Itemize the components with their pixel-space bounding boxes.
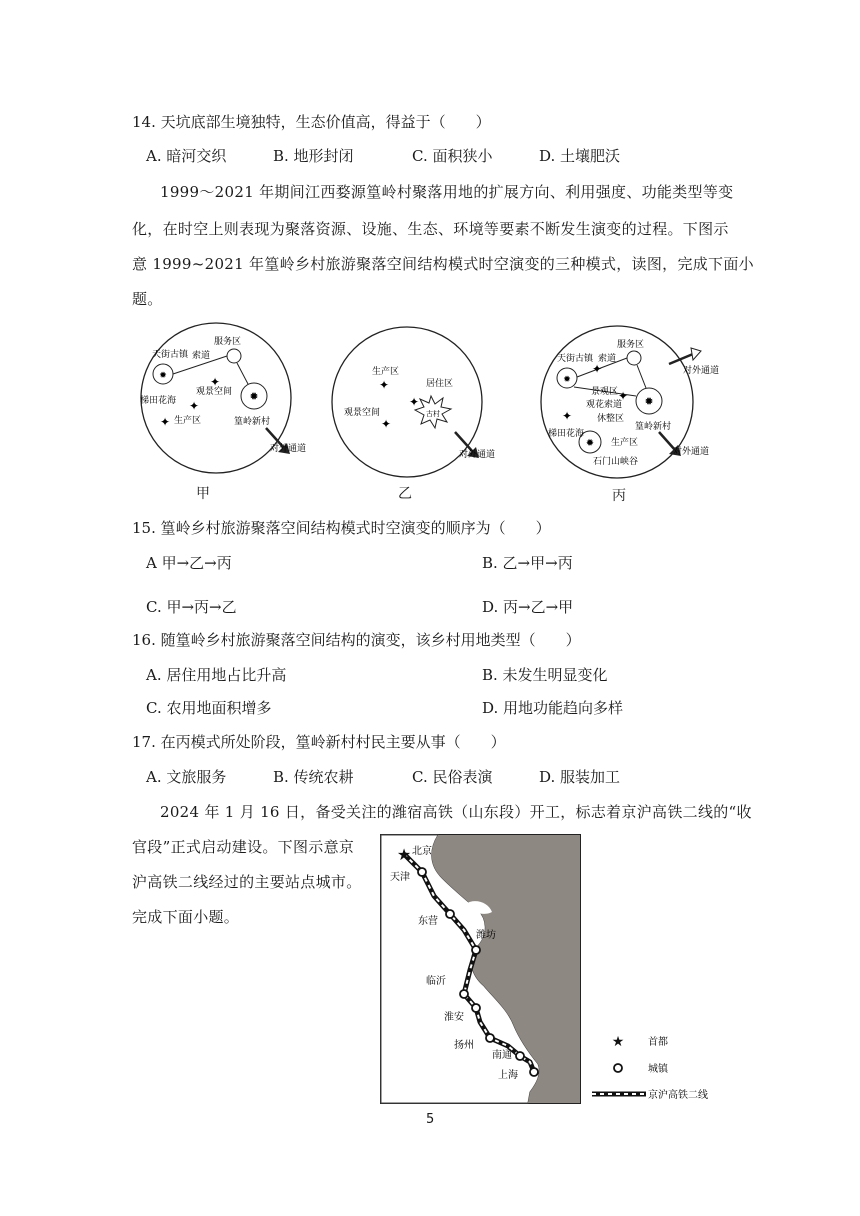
q16-stem: 16. 随篁岭乡村旅游聚落空间结构的演变，该乡村用地类型（ ） — [132, 631, 581, 649]
jia-label-terrace: 梯田花海 — [140, 396, 177, 406]
q15-stem: 15. 篁岭乡村旅游聚落空间结构模式时空演变的顺序为（ ） — [132, 519, 551, 537]
bing-label-landscape: 景观区 — [591, 387, 619, 397]
q16-option-c: C. 农用地面积增多 — [146, 699, 272, 717]
q14-option-c: C. 面积狭小 — [412, 147, 493, 165]
svg-text:✦: ✦ — [617, 389, 629, 403]
jia-label-production: 生产区 — [174, 416, 202, 426]
passage1-line-3: 意 1999~2021 年篁岭乡村旅游聚落空间结构模式时空演变的三种模式，读图，完成下面小 — [132, 255, 754, 273]
legend-town-label: 城镇 — [648, 1064, 668, 1075]
yi-label-old-village: 古村 — [426, 410, 440, 418]
q15-option-d: D. 丙→乙→甲 — [482, 598, 574, 616]
svg-text:✹: ✹ — [644, 395, 654, 408]
legend-town-icon — [614, 1064, 622, 1072]
svg-text:✦: ✦ — [209, 375, 221, 389]
passage2-line-4: 完成下面小题。 — [132, 908, 240, 926]
bing-label-cableway: 索道 — [598, 354, 617, 364]
jia-label-service: 服务区 — [214, 337, 242, 347]
page-number: 5 — [426, 1112, 435, 1127]
diagram-jia — [130, 320, 330, 490]
bing-label-exit-2: 对外通道 — [673, 447, 710, 457]
bing-label-flower-cableway: 观花索道 — [586, 400, 623, 410]
svg-text:✦: ✦ — [188, 399, 200, 413]
diagram-bing-caption: 丙 — [612, 488, 626, 504]
q17-option-a: A. 文旅服务 — [146, 768, 227, 786]
yi-label-viewing: 观景空间 — [344, 408, 381, 418]
passage2-line-1: 2024 年 1 月 16 日，备受关注的潍宿高铁（山东段）开工，标志着京沪高铁二线的“收 — [160, 803, 752, 821]
city-dongying: 东营 — [418, 916, 438, 927]
bing-label-canyon: 石门山峡谷 — [593, 457, 639, 467]
q16-option-d: D. 用地功能趋向多样 — [482, 699, 624, 717]
legend-railway-label: 京沪高铁二线 — [648, 1090, 708, 1101]
bing-label-rest: 休整区 — [597, 414, 625, 424]
svg-text:★: ★ — [396, 845, 412, 864]
svg-text:✹: ✹ — [159, 371, 167, 381]
yi-label-exit: 对外通道 — [459, 450, 496, 460]
city-shanghai: 上海 — [498, 1070, 518, 1081]
bing-label-production: 生产区 — [611, 438, 639, 448]
city-yangzhou: 扬州 — [454, 1040, 474, 1051]
svg-text:✦: ✦ — [561, 409, 573, 423]
q16-option-a: A. 居住用地占比升高 — [146, 666, 287, 684]
svg-text:✹: ✹ — [563, 375, 571, 385]
yi-label-production: 生产区 — [372, 367, 400, 377]
svg-text:✦: ✦ — [408, 395, 420, 409]
q17-option-c: C. 民俗表演 — [412, 768, 493, 786]
passage1-line-4: 题。 — [132, 290, 163, 308]
city-tianjin: 天津 — [390, 872, 410, 883]
railway-map — [380, 834, 730, 1106]
passage1-line-2: 化，在时空上则表现为聚落资源、设施、生态、环境等要素不断发生演变的过程。下图示 — [132, 220, 729, 238]
svg-text:✹: ✹ — [585, 438, 595, 449]
q16-option-b: B. 未发生明显变化 — [482, 666, 608, 684]
city-nantong: 南通 — [492, 1050, 512, 1061]
yi-label-residential: 居住区 — [426, 379, 454, 389]
diagram-bing — [535, 320, 735, 490]
legend-capital-icon: ★ — [611, 1034, 625, 1050]
jia-label-new-village: 篁岭新村 — [234, 417, 271, 427]
q14-option-d: D. 土壤肥沃 — [539, 147, 621, 165]
svg-text:✦: ✦ — [159, 415, 171, 429]
q17-option-d: D. 服装加工 — [539, 768, 621, 786]
diagram-jia-caption: 甲 — [196, 486, 210, 502]
bing-label-terrace: 梯田花海 — [548, 429, 585, 439]
svg-text:✦: ✦ — [591, 362, 603, 376]
bing-label-service: 服务区 — [617, 340, 645, 350]
jia-label-exit: 对外通道 — [270, 444, 307, 454]
bing-label-exit-1: 对外通道 — [683, 366, 720, 376]
city-beijing: 北京 — [412, 846, 432, 857]
svg-text:✹: ✹ — [249, 390, 259, 403]
city-linyi: 临沂 — [426, 976, 446, 987]
q14-option-b: B. 地形封闭 — [273, 147, 354, 165]
q15-option-b: B. 乙→甲→丙 — [482, 554, 573, 572]
passage1-line-1: 1999～2021 年期间江西婺源篁岭村聚落用地的扩展方向、利用强度、功能类型等变 — [160, 183, 734, 201]
jia-label-old-town: 天街古镇 — [152, 350, 189, 360]
bing-label-old-town: 天街古镇 — [557, 354, 594, 364]
svg-text:✦: ✦ — [378, 378, 390, 392]
q15-option-c: C. 甲→丙→乙 — [146, 598, 237, 616]
legend-capital-label: 首都 — [648, 1037, 668, 1048]
jia-label-cableway: 索道 — [192, 351, 211, 361]
jia-label-viewing: 观景空间 — [196, 387, 233, 397]
city-huaian: 淮安 — [444, 1012, 464, 1023]
q17-stem: 17. 在丙模式所处阶段，篁岭新村村民主要从事（ ） — [132, 733, 506, 751]
q14-stem: 14. 天坑底部生境独特，生态价值高，得益于（ ） — [132, 113, 491, 131]
q17-option-b: B. 传统农耕 — [273, 768, 354, 786]
passage2-line-2: 官段”正式启动建设。下图示意京 — [132, 838, 355, 856]
bing-label-new-village: 篁岭新村 — [635, 422, 672, 432]
diagram-yi-caption: 乙 — [398, 486, 412, 502]
svg-text:✦: ✦ — [380, 417, 392, 431]
city-weifang: 潍坊 — [476, 930, 496, 941]
q14-option-a: A. 暗河交织 — [146, 147, 227, 165]
q15-option-a: A 甲→乙→丙 — [146, 554, 232, 572]
diagram-yi — [325, 320, 515, 490]
passage2-line-3: 沪高铁二线经过的主要站点城市。 — [132, 873, 362, 891]
